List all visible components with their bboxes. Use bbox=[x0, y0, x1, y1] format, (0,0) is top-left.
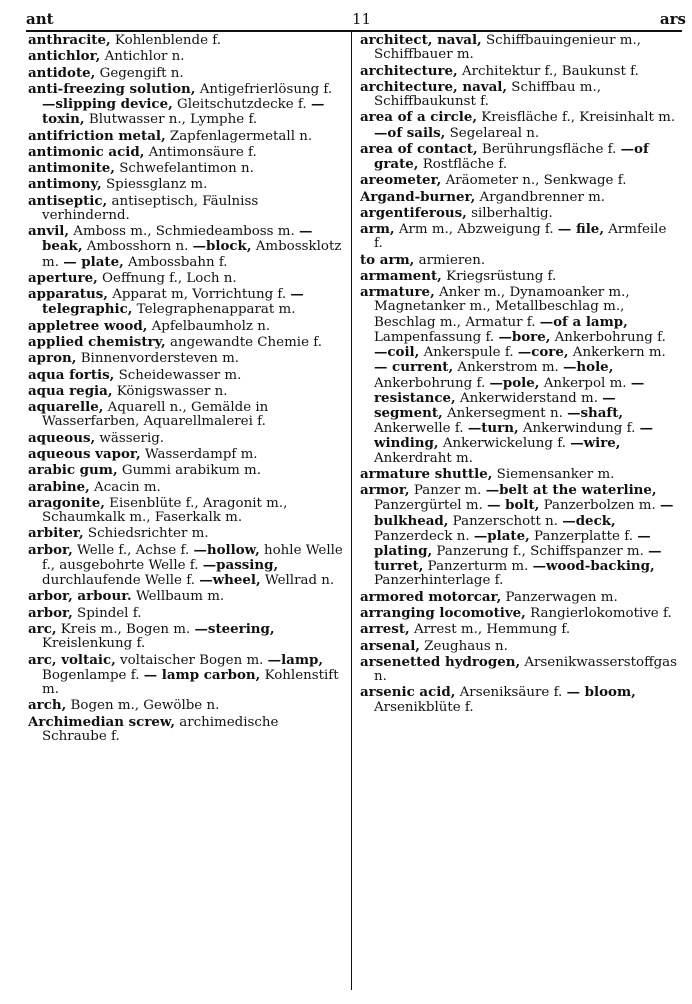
dictionary-entry bbox=[28, 447, 346, 462]
translation: Aräometer n., Senkwage f. bbox=[441, 173, 627, 189]
sub-headword: —of sails, bbox=[374, 124, 446, 141]
sub-headword: —steering, bbox=[194, 621, 275, 638]
dictionary-entry bbox=[28, 698, 346, 713]
headword: arbiter, bbox=[28, 525, 84, 542]
translation: Ankerdraht m. bbox=[374, 450, 473, 466]
headword: Argand-burner, bbox=[360, 188, 476, 205]
dictionary-entry bbox=[360, 110, 678, 140]
translation: Kreis m., Bogen m. bbox=[56, 622, 195, 638]
dictionary-entry bbox=[28, 496, 346, 525]
translation: Armfeile f. bbox=[374, 222, 667, 252]
dictionary-entry bbox=[28, 715, 346, 744]
translation: Panzerschott n. bbox=[448, 513, 563, 529]
translation: Kriegsrüstung f. bbox=[441, 268, 557, 284]
dictionary-entry bbox=[28, 526, 346, 541]
page-header bbox=[26, 10, 686, 32]
dictionary-entry bbox=[28, 194, 346, 223]
headword: aqua regia, bbox=[28, 382, 113, 399]
dictionary-entry bbox=[28, 589, 346, 604]
headword: arc, bbox=[28, 621, 57, 638]
translation: Scheidewasser m. bbox=[114, 367, 242, 383]
sub-headword: —winding, bbox=[374, 420, 654, 452]
headword: antidote, bbox=[28, 64, 96, 81]
translation: Gegengift n. bbox=[95, 65, 184, 81]
translation: Rostfläche f. bbox=[418, 157, 508, 172]
headword: aqua fortis, bbox=[28, 366, 115, 383]
sub-headword: —bulkhead, bbox=[374, 497, 674, 529]
translation: Welle f., Achse f. bbox=[72, 542, 194, 558]
translation: Ambossklotz m. bbox=[42, 239, 342, 270]
translation: Blutwasser n., Lymphe f. bbox=[84, 112, 258, 128]
headword: antimonite, bbox=[28, 160, 115, 177]
dictionary-entry bbox=[28, 622, 346, 651]
headword: Archimedian screw, bbox=[28, 713, 175, 730]
headword: antichlor, bbox=[28, 48, 101, 65]
dictionary-entry bbox=[360, 33, 678, 62]
translation: wässerig. bbox=[95, 430, 165, 446]
headword: apparatus, bbox=[28, 286, 108, 303]
sub-headword: —beak, bbox=[42, 223, 313, 255]
translation: Ankersegment n. bbox=[442, 405, 568, 421]
sub-headword: —deck, bbox=[562, 512, 616, 529]
sub-headword: —lamp, bbox=[267, 651, 324, 668]
sub-headword: —plate, bbox=[473, 527, 530, 544]
translation: Eisenblüte f., Aragonit m., Schaumkalk m., Faserkalk m. bbox=[42, 495, 288, 526]
headword: arch, bbox=[28, 697, 67, 714]
sub-headword: —passing, bbox=[202, 556, 279, 573]
headword: applied chemistry, bbox=[28, 334, 166, 351]
headword: argentiferous, bbox=[360, 204, 467, 221]
sub-headword: —hole, bbox=[563, 359, 614, 376]
dictionary-entry bbox=[360, 483, 678, 588]
dictionary-entry bbox=[28, 431, 346, 446]
translation: Acacin m. bbox=[89, 479, 161, 495]
translation: Arsenikwasserstoffgas n. bbox=[374, 654, 678, 685]
headword: arbor, bbox=[28, 541, 73, 558]
translation: silberhaltig. bbox=[466, 205, 553, 221]
translation: angewandte Chemie f. bbox=[165, 335, 322, 351]
sub-headword: —bore, bbox=[498, 328, 551, 345]
translation: Ambossbahn f. bbox=[123, 254, 228, 270]
dictionary-entry bbox=[360, 590, 678, 605]
sub-headword: —shaft, bbox=[567, 404, 624, 421]
headword: anthracite, bbox=[28, 32, 111, 48]
headword: area of a circle, bbox=[360, 109, 477, 126]
dictionary-entry bbox=[360, 206, 678, 221]
translation: Siemensanker m. bbox=[492, 466, 615, 482]
translation: Panzerturm m. bbox=[423, 559, 533, 575]
sub-headword: —wood-backing, bbox=[532, 558, 655, 575]
translation: Panzerwagen m. bbox=[501, 589, 618, 605]
translation: Segelareal n. bbox=[445, 125, 540, 141]
dictionary-entry bbox=[360, 285, 678, 465]
translation: Aquarell n., Gemälde in Wasserfarben, Aquarellmalerei f. bbox=[42, 400, 269, 430]
sub-headword: —segment, bbox=[374, 389, 616, 421]
headword: antiseptic, bbox=[28, 192, 108, 209]
headword: arsenal, bbox=[360, 637, 420, 654]
translation: antiseptisch, Fäulniss verhindernd. bbox=[42, 193, 259, 223]
page-number: 11 bbox=[352, 10, 372, 28]
translation: Antichlor n. bbox=[100, 49, 185, 65]
sub-headword: —plating, bbox=[374, 527, 651, 559]
dictionary-entry bbox=[28, 368, 346, 383]
sub-headword: — lamp carbon, bbox=[143, 666, 261, 683]
dictionary-entry bbox=[28, 224, 346, 270]
headword: architecture, bbox=[360, 62, 458, 79]
translation: Ankerwiderstand m. bbox=[455, 390, 603, 406]
headword: arabine, bbox=[28, 478, 90, 495]
headword: armament, bbox=[360, 267, 442, 284]
headword: arsenic acid, bbox=[360, 684, 456, 701]
translation: Anker m., Dynamoanker m., Magnetanker m., Metallbeschlag m., Beschlag m., Armatur f. bbox=[374, 285, 630, 330]
headword: architect, naval, bbox=[360, 32, 482, 48]
translation: Gummi arabikum m. bbox=[117, 463, 261, 479]
dictionary-entry bbox=[28, 271, 346, 286]
translation: Gleitschutzdecke f. bbox=[172, 97, 311, 113]
translation: Telegraphenapparat m. bbox=[132, 302, 296, 318]
headword: arc, voltaic, bbox=[28, 651, 116, 668]
translation: Oeffnung f., Loch n. bbox=[97, 270, 237, 286]
dictionary-entry bbox=[28, 319, 346, 334]
translation: Zeughaus n. bbox=[419, 638, 508, 654]
sub-headword: — bloom, bbox=[566, 684, 636, 701]
headword: architecture, naval, bbox=[360, 78, 508, 95]
headword: aperture, bbox=[28, 269, 98, 286]
translation: Wasserdampf m. bbox=[140, 447, 258, 463]
headword: area of contact, bbox=[360, 140, 478, 157]
headword: armature shuttle, bbox=[360, 465, 493, 482]
headword: antimony, bbox=[28, 176, 102, 193]
left-column bbox=[28, 33, 346, 745]
dictionary-entry bbox=[360, 606, 678, 621]
headword: anti-freezing solution, bbox=[28, 80, 196, 97]
sub-headword: —toxin, bbox=[42, 96, 325, 128]
translation: Arseniksäure f. bbox=[455, 685, 567, 701]
sub-headword: —of grate, bbox=[374, 140, 649, 172]
translation: archimedische Schraube f. bbox=[42, 714, 279, 744]
dictionary-entry bbox=[28, 335, 346, 350]
headword: arsenetted hydrogen, bbox=[360, 653, 521, 670]
translation: Bogenlampe f. bbox=[42, 667, 144, 683]
sub-headword: —telegraphic, bbox=[42, 286, 304, 318]
dictionary-entry bbox=[28, 66, 346, 81]
dictionary-entry bbox=[28, 82, 346, 128]
dictionary-entry bbox=[28, 351, 346, 366]
dictionary-entry bbox=[28, 33, 346, 48]
dictionary-entry bbox=[360, 269, 678, 284]
column-divider bbox=[351, 30, 352, 990]
dictionary-entry bbox=[28, 400, 346, 429]
sub-headword: —core, bbox=[517, 344, 569, 361]
translation: hohle Welle f., ausgebohrte Welle f. bbox=[42, 542, 343, 573]
sub-headword: —coil, bbox=[374, 344, 420, 361]
translation: Königswasser n. bbox=[112, 383, 228, 399]
translation: armieren. bbox=[414, 252, 486, 268]
sub-headword: — file, bbox=[557, 221, 604, 238]
translation: Spindel f. bbox=[72, 605, 142, 621]
translation: Ankerwindung f. bbox=[518, 421, 640, 437]
translation: Ankerkern m. bbox=[568, 345, 666, 361]
headword: aquarelle, bbox=[28, 399, 104, 416]
translation: voltaischer Bogen m. bbox=[115, 652, 268, 668]
dictionary-entry bbox=[360, 253, 678, 268]
translation: Rangierlokomotive f. bbox=[525, 605, 672, 621]
headword: aragonite, bbox=[28, 494, 105, 511]
headword: arbor, arbour. bbox=[28, 588, 132, 605]
headword: antimonic acid, bbox=[28, 143, 145, 160]
headword: antifriction metal, bbox=[28, 127, 166, 144]
translation: Kreislenkung f. bbox=[42, 636, 146, 652]
headword: arbor, bbox=[28, 604, 73, 621]
right-column bbox=[360, 33, 678, 716]
dictionary-entry bbox=[360, 622, 678, 637]
translation: Zapfenlagermetall n. bbox=[165, 128, 313, 144]
header-right-guide-word: ars bbox=[659, 10, 686, 28]
translation: Panzergürtel m. bbox=[374, 498, 488, 514]
sub-headword: —wire, bbox=[570, 435, 621, 452]
headword: apron, bbox=[28, 350, 77, 367]
dictionary-entry bbox=[28, 145, 346, 160]
translation: Bogen m., Gewölbe n. bbox=[66, 698, 220, 714]
sub-headword: — plate, bbox=[63, 253, 124, 270]
header-rule bbox=[26, 30, 682, 32]
translation: Ankerspule f. bbox=[419, 345, 518, 361]
sub-headword: — bolt, bbox=[487, 497, 540, 514]
sub-headword: —block, bbox=[192, 238, 252, 255]
headword: arabic gum, bbox=[28, 462, 118, 479]
translation: Panzerhinterlage f. bbox=[374, 573, 504, 589]
translation: Apfelbaumholz n. bbox=[147, 318, 271, 334]
translation: Wellbaum m. bbox=[131, 589, 225, 605]
dictionary-entry bbox=[360, 80, 678, 109]
translation: Panzerbolzen m. bbox=[539, 498, 660, 514]
headword: to arm, bbox=[360, 251, 415, 268]
dictionary-entry bbox=[360, 142, 678, 172]
sub-headword: —resistance, bbox=[374, 374, 645, 406]
dictionary-entry bbox=[28, 480, 346, 495]
translation: Ankerstrom m. bbox=[453, 360, 564, 376]
translation: Ankerwelle f. bbox=[374, 421, 468, 437]
translation: Wellrad n. bbox=[260, 573, 335, 589]
headword: anvil, bbox=[28, 223, 70, 240]
dictionary-entry bbox=[360, 685, 678, 714]
translation: Ambosshorn n. bbox=[82, 239, 193, 255]
dictionary-entry bbox=[28, 653, 346, 698]
translation: Schiedsrichter m. bbox=[83, 526, 209, 542]
headword: aqueous vapor, bbox=[28, 446, 141, 463]
translation: Kohlenblende f. bbox=[110, 33, 221, 48]
headword: armor, bbox=[360, 482, 410, 499]
dictionary-entry bbox=[360, 64, 678, 79]
dictionary-entry bbox=[360, 173, 678, 188]
translation: Antigefrierlösung f. bbox=[195, 81, 333, 97]
dictionary-entry bbox=[28, 161, 346, 176]
dictionary-entry bbox=[360, 222, 678, 251]
sub-headword: —hollow, bbox=[193, 541, 260, 558]
translation: Arm m., Abzweigung f. bbox=[394, 222, 558, 238]
dictionary-entry bbox=[360, 190, 678, 205]
translation: Lampenfassung f. bbox=[374, 329, 499, 345]
translation: Architektur f., Baukunst f. bbox=[457, 63, 639, 79]
translation: Schwefelantimon n. bbox=[114, 161, 254, 177]
translation: Spiessglanz m. bbox=[101, 177, 208, 193]
dictionary-entry bbox=[360, 655, 678, 684]
sub-headword: —turret, bbox=[374, 542, 662, 575]
headword: arm, bbox=[360, 221, 395, 238]
translation: Argandbrenner m. bbox=[475, 189, 606, 205]
dictionary-entry bbox=[28, 287, 346, 317]
sub-headword: —wheel, bbox=[199, 572, 261, 589]
header-left-guide-word: ant bbox=[26, 10, 54, 28]
translation: Ankerwickelung f. bbox=[438, 436, 571, 452]
headword: aqueous, bbox=[28, 429, 96, 446]
sub-headword: —slipping device, bbox=[42, 96, 173, 113]
translation: Berührungsfläche f. bbox=[477, 141, 621, 157]
dictionary-entry bbox=[360, 639, 678, 654]
translation: Panzerung f., Schiffspanzer m. bbox=[432, 543, 649, 559]
translation: Panzerplatte f. bbox=[529, 528, 638, 544]
translation: Arsenikblüte f. bbox=[374, 699, 474, 715]
translation: Kohlenstift m. bbox=[42, 667, 339, 697]
translation: Ankerbohrung f. bbox=[550, 329, 666, 345]
dictionary-entry bbox=[28, 543, 346, 589]
translation: durchlaufende Welle f. bbox=[42, 573, 200, 589]
translation: Arrest m., Hemmung f. bbox=[409, 622, 571, 638]
dictionary-entry bbox=[28, 129, 346, 144]
translation: Ankerbohrung f. bbox=[374, 375, 490, 391]
dictionary-entry bbox=[28, 49, 346, 64]
translation: Kreisfläche f., Kreisinhalt m. bbox=[477, 110, 676, 126]
headword: armature, bbox=[360, 284, 435, 301]
translation: Amboss m., Schmiedeamboss m. bbox=[69, 224, 299, 240]
translation: Schiffbau m., Schiffbaukunst f. bbox=[374, 79, 602, 109]
translation: Schiffbauingenieur m., Schiffbauer m. bbox=[374, 33, 641, 63]
translation: Ankerpol m. bbox=[539, 375, 631, 391]
headword: arrest, bbox=[360, 621, 410, 638]
sub-headword: —turn, bbox=[467, 420, 519, 437]
translation: Panzerdeck n. bbox=[374, 528, 474, 544]
headword: arranging locomotive, bbox=[360, 604, 526, 621]
sub-headword: —pole, bbox=[489, 374, 540, 391]
headword: areometer, bbox=[360, 172, 442, 189]
sub-headword: —of a lamp, bbox=[539, 313, 628, 330]
translation: Binnenvordersteven m. bbox=[76, 351, 240, 367]
translation: Panzer m. bbox=[409, 483, 486, 499]
sub-headword: —belt at the waterline, bbox=[485, 482, 657, 499]
translation: Antimonsäure f. bbox=[144, 144, 257, 160]
dictionary-entry bbox=[360, 467, 678, 482]
dictionary-entry bbox=[28, 463, 346, 478]
headword: armored motorcar, bbox=[360, 588, 502, 605]
headword: appletree wood, bbox=[28, 317, 148, 334]
dictionary-entry bbox=[28, 384, 346, 399]
dictionary-entry bbox=[28, 177, 346, 192]
dictionary-entry bbox=[28, 606, 346, 621]
sub-headword: — current, bbox=[374, 359, 454, 376]
translation: Apparat m, Vorrichtung f. bbox=[107, 287, 291, 303]
